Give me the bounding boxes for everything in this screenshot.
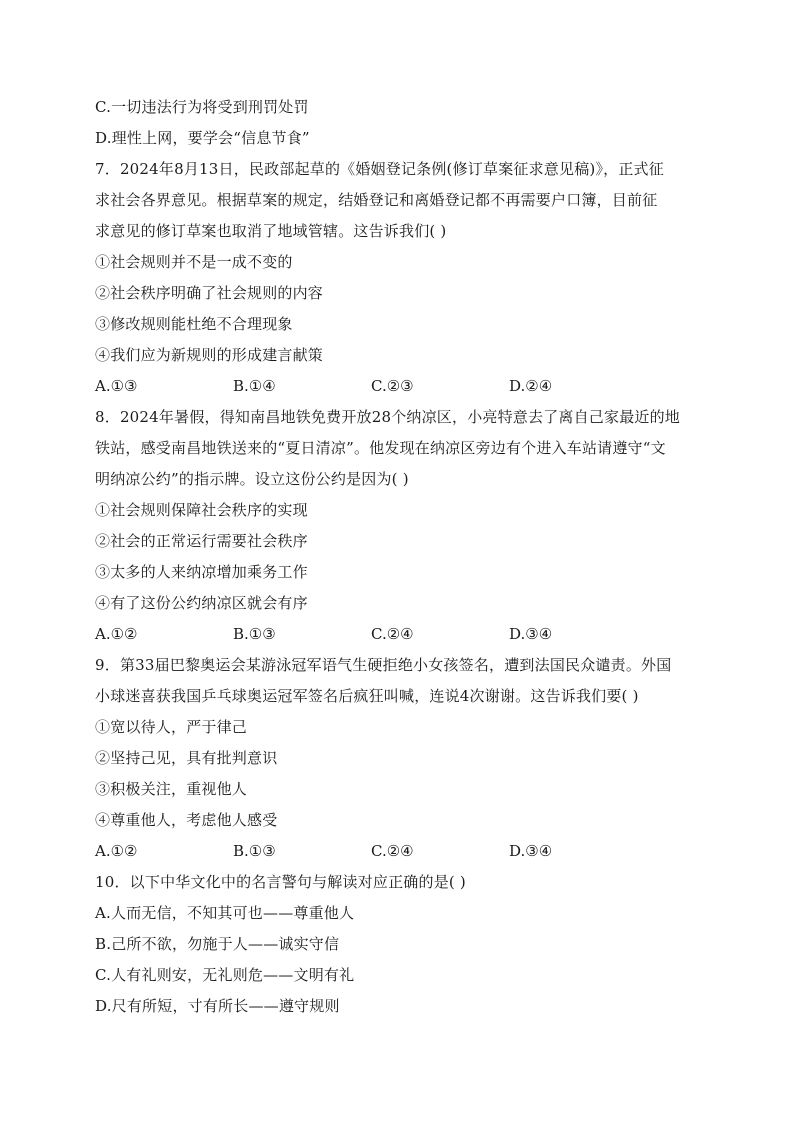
q8-options [95, 619, 707, 650]
q8-option-b: B.①③ [233, 625, 276, 643]
q8-statement-3: ③太多的人来纳凉增加乘务工作 [95, 563, 308, 581]
q7-statement-3: ③修改规则能杜绝不合理现象 [95, 315, 293, 333]
q9-option-b: B.①③ [233, 842, 276, 860]
question-7 [95, 154, 707, 402]
question-8 [95, 402, 707, 650]
exam-page [95, 92, 707, 1022]
q8-option-d: D.③④ [509, 625, 553, 643]
q7-stem-line: 求社会各界意见。根据草案的规定，结婚登记和离婚登记都不再需要户口簿，目前征 [95, 191, 658, 209]
q8-statement-2: ②社会的正常运行需要社会秩序 [95, 532, 308, 550]
q9-stem-line: 9．第33届巴黎奥运会某游泳冠军语气生硬拒绝小女孩签名，遭到法国民众谴责。外国 [95, 656, 672, 674]
q8-option-a: A.①② [95, 625, 138, 643]
q9-statement-1: ①宽以待人，严于律己 [95, 718, 248, 736]
q7-options [95, 371, 707, 402]
q7-option-d: D.②④ [509, 377, 553, 395]
question-9 [95, 650, 707, 867]
q7-stem-line: 7．2024年8月13日，民政部起草的《婚姻登记条例(修订草案征求意见稿)》，正式征 [95, 160, 664, 178]
q8-statement-4: ④有了这份公约纳凉区就会有序 [95, 594, 308, 612]
q7-statement-4: ④我们应为新规则的形成建言献策 [95, 346, 324, 364]
q7-option-a: A.①③ [95, 377, 138, 395]
q6-option-c: C.一切违法行为将受到刑罚处罚 [95, 98, 309, 116]
q8-statement-1: ①社会规则保障社会秩序的实现 [95, 501, 308, 519]
q7-option-c: C.②③ [371, 377, 414, 395]
q9-statement-4: ④尊重他人，考虑他人感受 [95, 811, 278, 829]
q8-stem-line: 明纳凉公约”的指示牌。设立这份公约是因为( ) [95, 470, 409, 488]
q8-stem-line: 铁站，感受南昌地铁送来的“夏日清凉”。他发现在纳凉区旁边有个进入车站请遵守“文 [95, 439, 666, 457]
q8-option-c: C.②④ [371, 625, 414, 643]
q9-option-d: D.③④ [509, 842, 553, 860]
q9-option-c: C.②④ [371, 842, 414, 860]
question-10 [95, 867, 707, 1022]
q9-stem-line: 小球迷喜获我国乒乓球奥运冠军签名后疯狂叫喊，连说4次谢谢。这告诉我们要( ) [95, 687, 639, 705]
q10-option-a: A.人而无信，不知其可也——尊重他人 [95, 904, 355, 922]
q9-statement-3: ③积极关注，重视他人 [95, 780, 248, 798]
q9-options [95, 836, 707, 867]
q9-statement-2: ②坚持己见，具有批判意识 [95, 749, 278, 767]
q7-option-b: B.①④ [233, 377, 276, 395]
q10-option-b: B.己所不欲，勿施于人——诚实守信 [95, 935, 340, 953]
q7-statement-1: ①社会规则并不是一成不变的 [95, 253, 293, 271]
q10-stem-line: 10．以下中华文化中的名言警句与解读对应正确的是( ) [95, 873, 466, 891]
q9-option-a: A.①② [95, 842, 138, 860]
q10-option-d: D.尺有所短，寸有所长——遵守规则 [95, 997, 340, 1015]
q7-stem-line: 求意见的修订草案也取消了地域管辖。这告诉我们( ) [95, 222, 447, 240]
q10-option-c: C.人有礼则安，无礼则危——文明有礼 [95, 966, 355, 984]
q8-stem-line: 8．2024年暑假，得知南昌地铁免费开放28个纳凉区，小亮特意去了离自己家最近的地 [95, 408, 681, 426]
q6-option-d: D.理性上网，要学会“信息节食” [95, 129, 310, 147]
q7-statement-2: ②社会秩序明确了社会规则的内容 [95, 284, 324, 302]
